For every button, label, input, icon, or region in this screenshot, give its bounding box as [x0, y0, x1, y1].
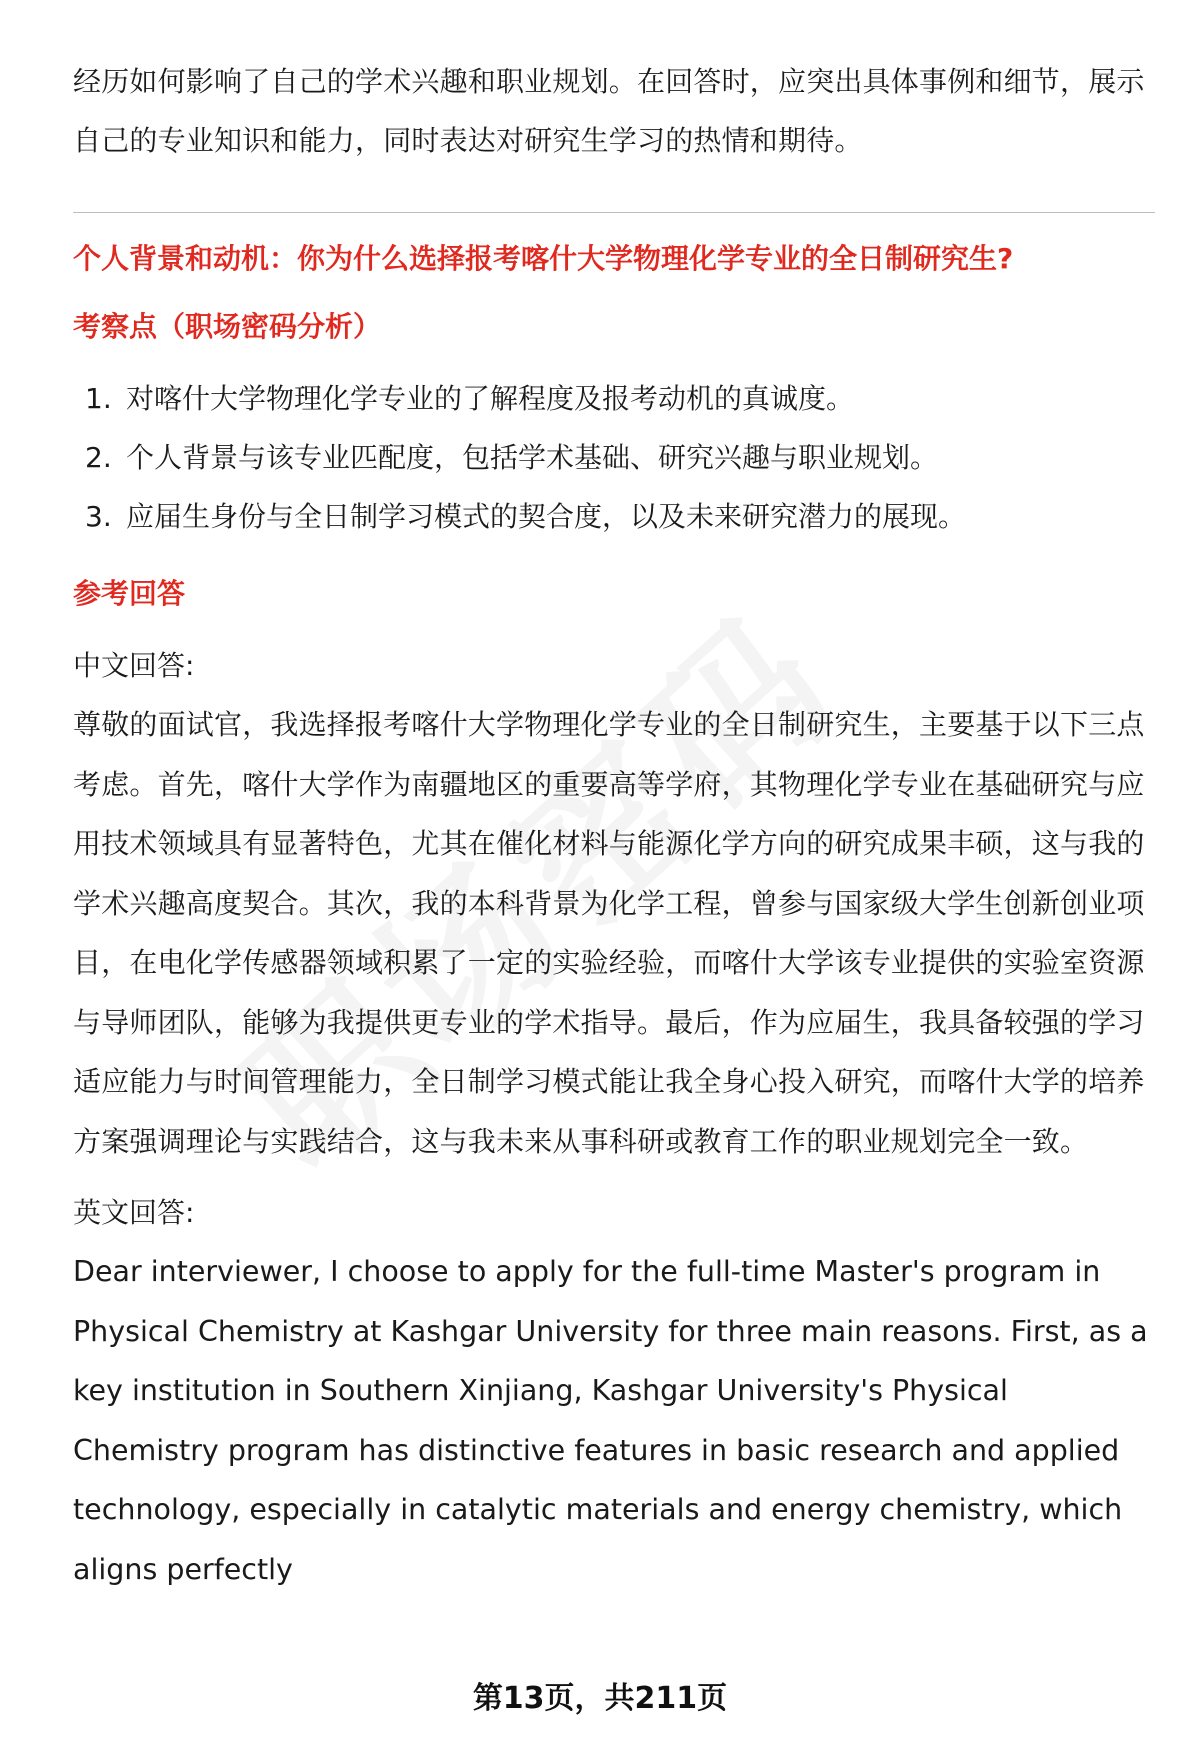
english-answer: Dear interviewer, I choose to apply for the full-time Master's program in Physical Chemistry at Kashgar University for three main reasons. First, as a key institution in Southern Xinjiang, Kashgar University's Physical Chemistry program has distinctive features in basic research and applied technology, especially in catalytic materials and energy chemistry, which aligns perfectly — [73, 1255, 1148, 1586]
examination-list — [73, 369, 1155, 546]
question-title: 个人背景和动机：你为什么选择报考喀什大学物理化学专业的全日制研究生? — [73, 242, 1014, 275]
page-number: 第13页，共211页 — [472, 1681, 728, 1716]
reference-heading: 参考回答 — [73, 577, 186, 610]
document-page — [73, 52, 1155, 1599]
english-answer-label: 英文回答: — [73, 1196, 195, 1229]
intro-paragraph: 经历如何影响了自己的学术兴趣和职业规划。在回答时，应突出具体事例和细节，展示自己的专业知识和能力，同时表达对研究生学习的热情和期待。 — [73, 65, 1145, 157]
list-item — [73, 487, 1155, 546]
chinese-answer: 尊敬的面试官，我选择报考喀什大学物理化学专业的全日制研究生，主要基于以下三点考虑。首先，喀什大学作为南疆地区的重要高等学府，其物理化学专业在基础研究与应用技术领域具有显著特色，尤其在催化材料与能源化学方向的研究成果丰硕，这与我的学术兴趣高度契合。其次，我的本科背景为化学工程，曾参与国家级大学生创新创业项目，在电化学传感器领域积累了一定的实验经验，而喀什大学该专业提供的实验室资源与导师团队，能够为我提供更专业的学术指导。最后，作为应届生，我具备较强的学习适应能力与时间管理能力，全日制学习模式能让我全身心投入研究，而喀什大学的培养方案强调理论与实践结合，这与我未来从事科研或教育工作的职业规划完全一致。 — [73, 708, 1145, 1158]
section-divider — [73, 212, 1155, 213]
chinese-answer-label: 中文回答: — [73, 649, 195, 682]
list-item-text: 个人背景与该专业匹配度，包括学术基础、研究兴趣与职业规划。 — [126, 441, 939, 474]
list-item — [73, 428, 1155, 487]
list-item-number: 1. — [85, 382, 112, 415]
list-item-text: 应届生身份与全日制学习模式的契合度，以及未来研究潜力的展现。 — [126, 500, 967, 533]
list-item-number: 2. — [85, 441, 112, 474]
list-item — [73, 369, 1155, 428]
list-item-text: 对喀什大学物理化学专业的了解程度及报考动机的真诚度。 — [126, 382, 855, 415]
list-item-number: 3. — [85, 500, 112, 533]
examination-heading: 考察点（职场密码分析） — [73, 310, 382, 343]
